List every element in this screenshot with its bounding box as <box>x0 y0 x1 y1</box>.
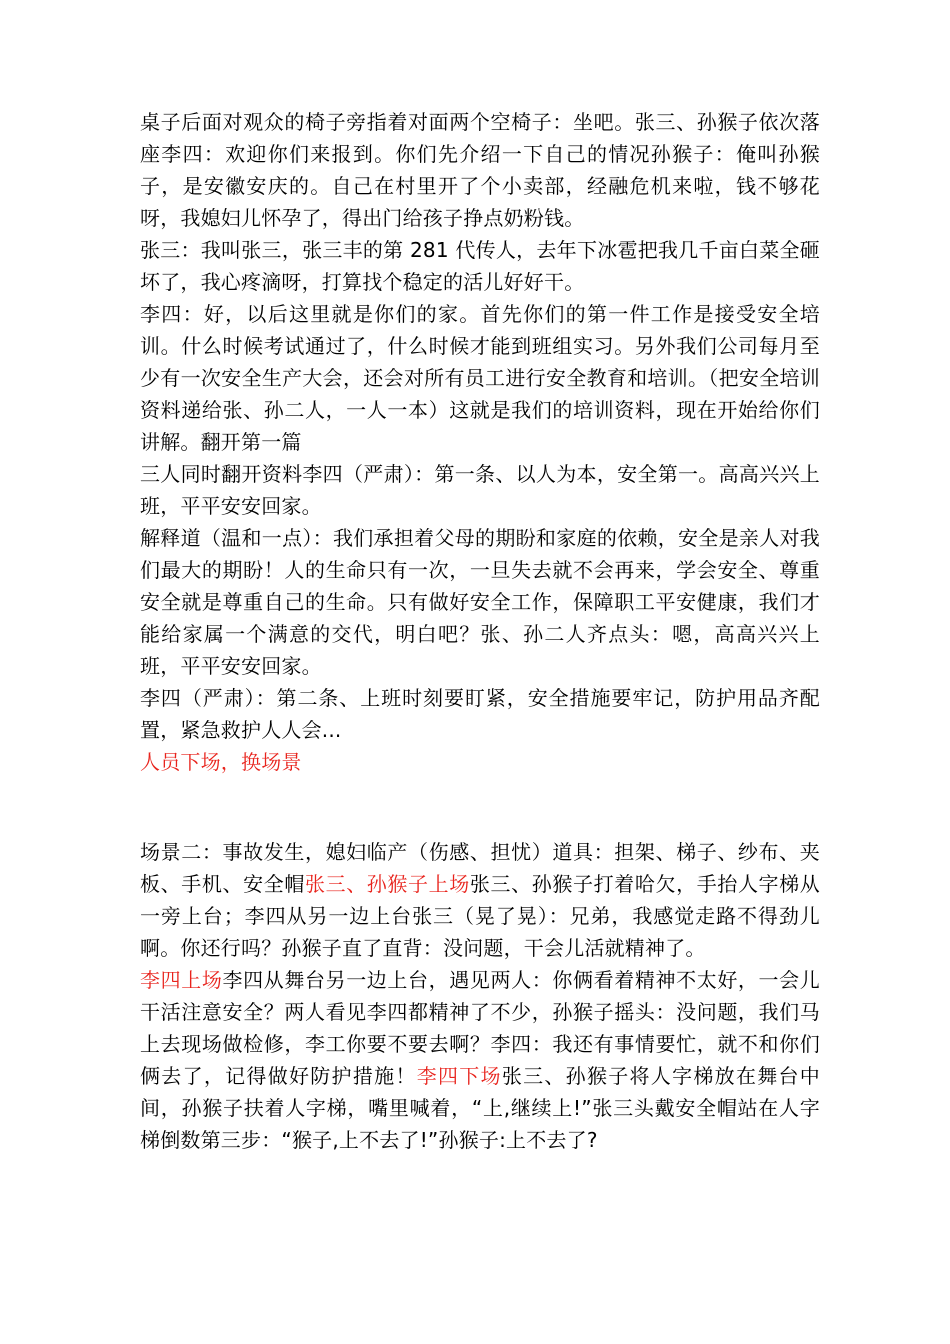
text-run: 李四：好，以后这里就是你们的家。首先你们的第一件工作是接受安全培训。什么时候考试通过了，什么时候才能到班组实习。另外我们公司每月至少有一次安全生产大会，还会对所有员工进行安全教育和培训。（把安全培训资料递给张、孙二人，一人一本）这就是我们的培训资料，现在开始给你们讲解。翻开第一篇 <box>140 302 820 454</box>
stage-direction-text: 李四上场 <box>140 968 223 992</box>
text-run: 桌子后面对观众的椅子旁指着对面两个空椅子：坐吧。张三、孙猴子依次落座李四：欢迎你们来报到。你们先介绍一下自己的情况孙猴子：俺叫孙猴子，是安徽安庆的。自己在村里开了个小卖部，经融危机来啦，钱不够花呀，我媳妇儿怀孕了，得出门给孩子挣点奶粉钱。 <box>140 110 820 230</box>
stage-direction-text: 张三、孙猴子上场 <box>304 872 470 896</box>
section-gap <box>140 778 820 836</box>
stage-direction <box>140 746 820 778</box>
paragraph <box>140 234 820 298</box>
scene-two-block <box>140 836 820 1156</box>
stage-direction-text: 人员下场，换场景 <box>140 750 302 774</box>
text-run: 场景二：事故发生，媳妇临产（伤感、担忧）道具：担架、梯子、纱布、夹板、手机、安全帽 <box>140 840 820 896</box>
text-run: 张三、孙猴子打着哈欠，手抬人字梯从一旁上台；李四从另一边上台张三（晃了晃）：兄弟，我感觉走路不得劲儿啊。你还行吗？孙猴子直了直背：没问题，干会儿活就精神了。 <box>140 872 820 960</box>
text-run: 张三：我叫张三，张三丰的第 281 代传人，去年下冰雹把我几千亩白菜全砸坏了，我心疼滴呀，打算找个稳定的活儿好好干。 <box>140 238 820 294</box>
paragraph <box>140 458 820 522</box>
text-run: 李四从舞台另一边上台，遇见两人：你俩看着精神不太好，一会儿干活注意安全？两人看见李四都精神了不少，孙猴子摇头：没问题，我们马上去现场做检修，李工你要不要去啊？李四：我还有事情要忙，就不和你们俩去了，记得做好防护措施！ <box>140 968 820 1088</box>
paragraph <box>140 522 820 682</box>
text-run: 解释道（温和一点）：我们承担着父母的期盼和家庭的依赖，安全是亲人对我们最大的期盼！人的生命只有一次，一旦失去就不会再来，学会安全、尊重安全就是尊重自己的生命。只有做好安全工作，保障职工平安健康，我们才能给家属一个满意的交代，明白吧？张、孙二人齐点头：嗯，高高兴兴上班，平平安安回家。 <box>140 526 820 678</box>
scene-one-block <box>140 106 820 778</box>
paragraph <box>140 298 820 458</box>
paragraph <box>140 964 820 1156</box>
text-run: 李四（严肃）：第二条、上班时刻要盯紧，安全措施要牢记，防护用品齐配置，紧急救护人人会... <box>140 686 820 742</box>
document-page <box>140 106 820 1156</box>
stage-direction-text: 李四下场 <box>416 1064 502 1088</box>
paragraph <box>140 682 820 746</box>
text-run: 三人同时翻开资料李四（严肃）：第一条、以人为本，安全第一。高高兴兴上班，平平安安回家。 <box>140 462 820 518</box>
text-run: 张三、孙猴子将人字梯放在舞台中间，孙猴子扶着人字梯，嘴里喊着，“上,继续上!”张三头戴安全帽站在人字梯倒数第三步：“猴子,上不去了!”孙猴子:上不去了? <box>140 1064 820 1152</box>
paragraph <box>140 836 820 964</box>
paragraph <box>140 106 820 234</box>
